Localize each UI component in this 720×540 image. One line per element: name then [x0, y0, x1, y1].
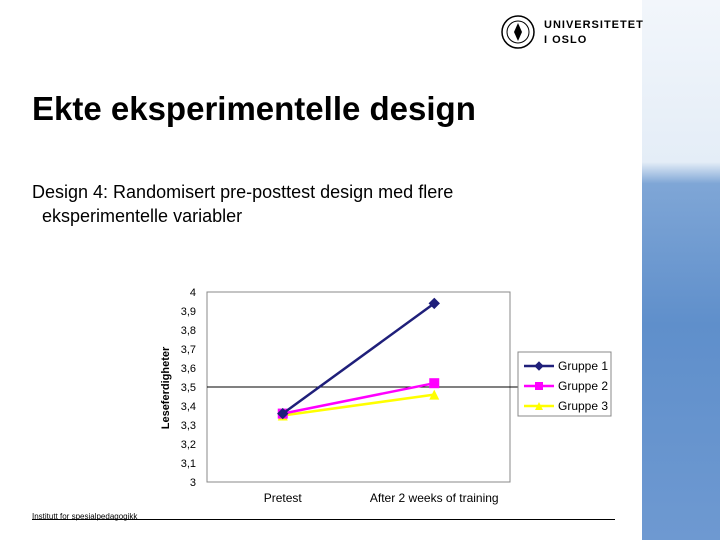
y-tick-label: 4 — [189, 287, 196, 299]
y-tick-label: 3,8 — [180, 325, 196, 337]
y-tick-label: 3,6 — [180, 363, 196, 375]
y-tick-label: 3,9 — [180, 306, 196, 318]
y-tick-label: 3,2 — [180, 439, 196, 451]
y-axis-label: Leseferdigheter — [160, 346, 172, 430]
x-tick-label: Pretest — [263, 491, 302, 505]
legend — [518, 352, 611, 416]
legend-swatch-marker — [535, 382, 543, 390]
legend-label: Gruppe 1 — [558, 359, 609, 373]
legend-label: Gruppe 2 — [558, 379, 609, 393]
body-text — [32, 180, 612, 228]
y-tick-label: 3,4 — [180, 401, 196, 413]
decorative-side-band — [642, 0, 720, 540]
y-tick-label: 3,3 — [180, 420, 196, 432]
y-tick-label: 3 — [189, 477, 196, 489]
line-chart — [150, 280, 620, 515]
data-point — [429, 378, 439, 388]
y-tick-label: 3,5 — [180, 382, 196, 394]
y-tick-label: 3,7 — [180, 344, 196, 356]
body-line-1: Design 4: Randomisert pre-posttest design med flere — [32, 182, 454, 202]
logo-text-line1: UNIVERSITETET — [544, 19, 644, 31]
body-line-2: eksperimentelle variabler — [42, 206, 243, 226]
y-tick-labels — [181, 287, 196, 489]
y-tick-label: 3,1 — [180, 458, 196, 470]
seal-icon — [500, 14, 536, 50]
x-tick-label: After 2 weeks of training — [369, 491, 499, 505]
university-logo — [500, 14, 644, 54]
logo-text-line2: I OSLO — [544, 34, 588, 46]
footer-text: Institutt for spesialpedagogikk — [32, 512, 138, 521]
x-tick-labels — [264, 491, 499, 505]
legend-label: Gruppe 3 — [558, 399, 609, 413]
slide-title: Ekte eksperimentelle design — [32, 90, 476, 127]
